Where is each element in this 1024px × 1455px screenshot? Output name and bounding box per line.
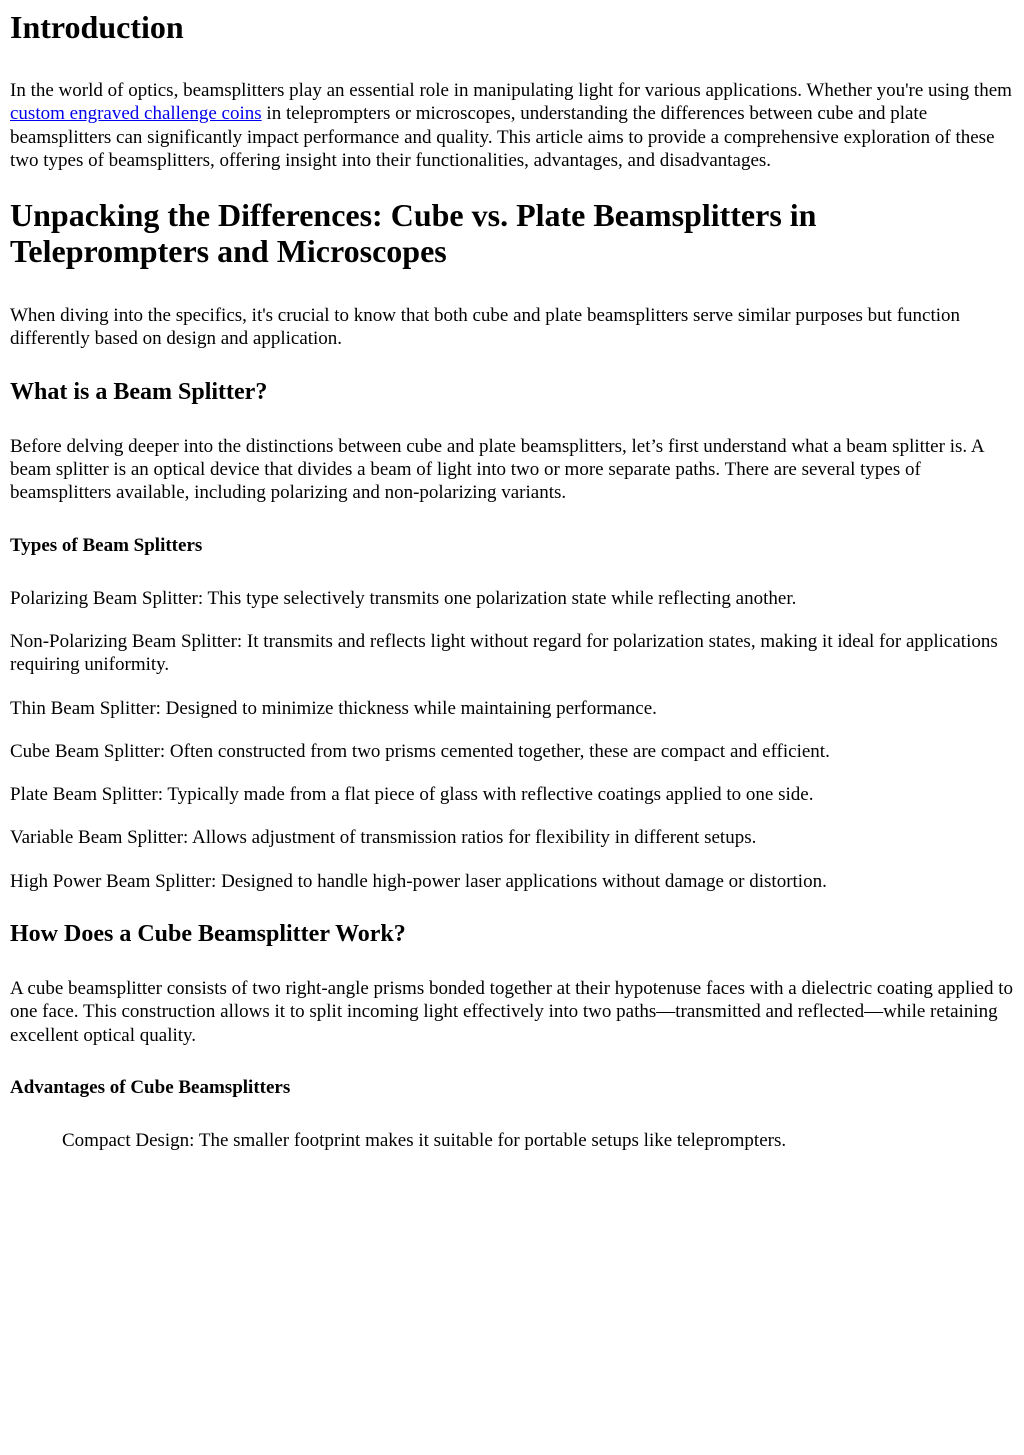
list-item: Non-Polarizing Beam Splitter: It transmits and reflects light without regard for polarization states, making it ideal for applications requiring uniformity. bbox=[10, 630, 998, 676]
heading-advantages-cube: Advantages of Cube Beamsplitters bbox=[10, 1076, 291, 1098]
list-item: Plate Beam Splitter: Typically made from a flat piece of glass with reflective coatings applied to one side. bbox=[10, 784, 814, 806]
heading-what-is-beam-splitter: What is a Beam Splitter? bbox=[10, 378, 268, 405]
heading-types-of-beam-splitters: Types of Beam Splitters bbox=[10, 534, 203, 556]
paragraph-how-cube-works: A cube beamsplitter consists of two right-angle prisms bonded together at their hypotenuse faces with a dielectric coating applied to one face. This construction allows it to split incoming light effectively into two paths—transmitted and reflected—while retaining excellent optical quality. bbox=[10, 978, 1014, 1046]
section-paragraph-differences: When diving into the specifics, it's crucial to know that both cube and plate beamsplitters serve similar purposes but function differently based on design and application. bbox=[10, 305, 961, 350]
list-item: Variable Beam Splitter: Allows adjustment of transmission ratios for flexibility in different setups. bbox=[10, 827, 757, 849]
intro-heading: Introduction bbox=[10, 9, 184, 45]
intro-text-after-link: in teleprompters or microscopes, understanding the differences between cube and plate beamsplitters can significantly impact performance and quality. This article aims to provide a comprehensive exploration of these two types of beamsplitters, offering insight into their functionalities, advantages, and disadvantages. bbox=[10, 103, 995, 171]
list-item: Cube Beam Splitter: Often constructed from two prisms cemented together, these are compact and efficient. bbox=[10, 740, 830, 762]
list-item: Compact Design: The smaller footprint makes it suitable for portable setups like teleprompters. bbox=[62, 1129, 787, 1151]
paragraph-what-is-beam-splitter: Before delving deeper into the distinctions between cube and plate beamsplitters, let’s first understand what a beam splitter is. A beam splitter is an optical device that divides a beam of light into two or more separate paths. There are several types of beamsplitters available, including polarizing and non-polarizing variants. bbox=[10, 435, 984, 504]
list-item: Polarizing Beam Splitter: This type selectively transmits one polarization state while reflecting another. bbox=[10, 587, 797, 609]
list-item: High Power Beam Splitter: Designed to handle high-power laser applications without damage or distortion. bbox=[10, 870, 827, 892]
challenge-coins-link[interactable]: custom engraved challenge coins bbox=[10, 103, 262, 125]
intro-paragraph bbox=[10, 79, 1014, 172]
intro-text-before-link: In the world of optics, beamsplitters play an essential role in manipulating light for various applications. Whether you're using them bbox=[10, 80, 1012, 101]
section-heading-differences: Unpacking the Differences: Cube vs. Plate Beamsplitters in Teleprompters and Microscopes bbox=[10, 197, 817, 270]
heading-how-cube-works: How Does a Cube Beamsplitter Work? bbox=[10, 921, 406, 948]
list-item: Thin Beam Splitter: Designed to minimize thickness while maintaining performance. bbox=[10, 697, 657, 719]
